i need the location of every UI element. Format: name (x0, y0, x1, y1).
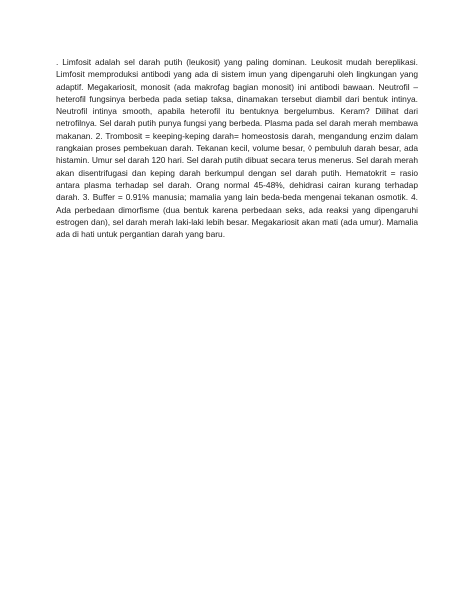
body-paragraph: . Limfosit adalah sel darah putih (leukosit) yang paling dominan. Leukosit mudah bereplikasi. Limfosit memproduksi antibodi yang ada di sistem imun yang dipengaruhi oleh lingkungan yang adaptif. Megakariosit, monosit (ada makrofag bagian monosit) ini antibodi bawaan. Neutrofil – heterofil fungsinya berbeda pada setiap taksa, dinamakan tersebut diambil dari bentuk intinya. Neutrofil intinya smooth, apabila heterofil itu bentuknya bergelumbus. Keram? Dilihat dari netrofilnya. Sel darah putih punya fungsi yang berbeda. Plasma pada sel darah merah membawa makanan. 2. Trombosit = keeping-keping darah= homeostosis darah, mengandung enzim dalam rangkaian proses pembekuan darah. Tekanan kecil, volume besar, ◊ pembuluh darah besar, ada histamin. Umur sel darah 120 hari. Sel darah putih dibuat secara terus menerus. Sel darah merah akan disentrifugasi dan keping darah berkumpul dengan sel darah putih. Hematokrit = rasio antara plasma terhadap sel darah. Orang normal 45-48%, dehidrasi cairan kurang terhadap darah. 3. Buffer = 0.91% manusia; mamalia yang lain beda-beda mengenai tekanan osmotik. 4. Ada perbedaan dimorfisme (dua bentuk karena perbedaan seks, ada reaksi yang dipengaruhi estrogen dan), sel darah merah laki-laki lebih besar. Megakariosit akan mati (ada umur). Mamalia ada di hati untuk pergantian darah yang baru. (56, 57, 418, 240)
